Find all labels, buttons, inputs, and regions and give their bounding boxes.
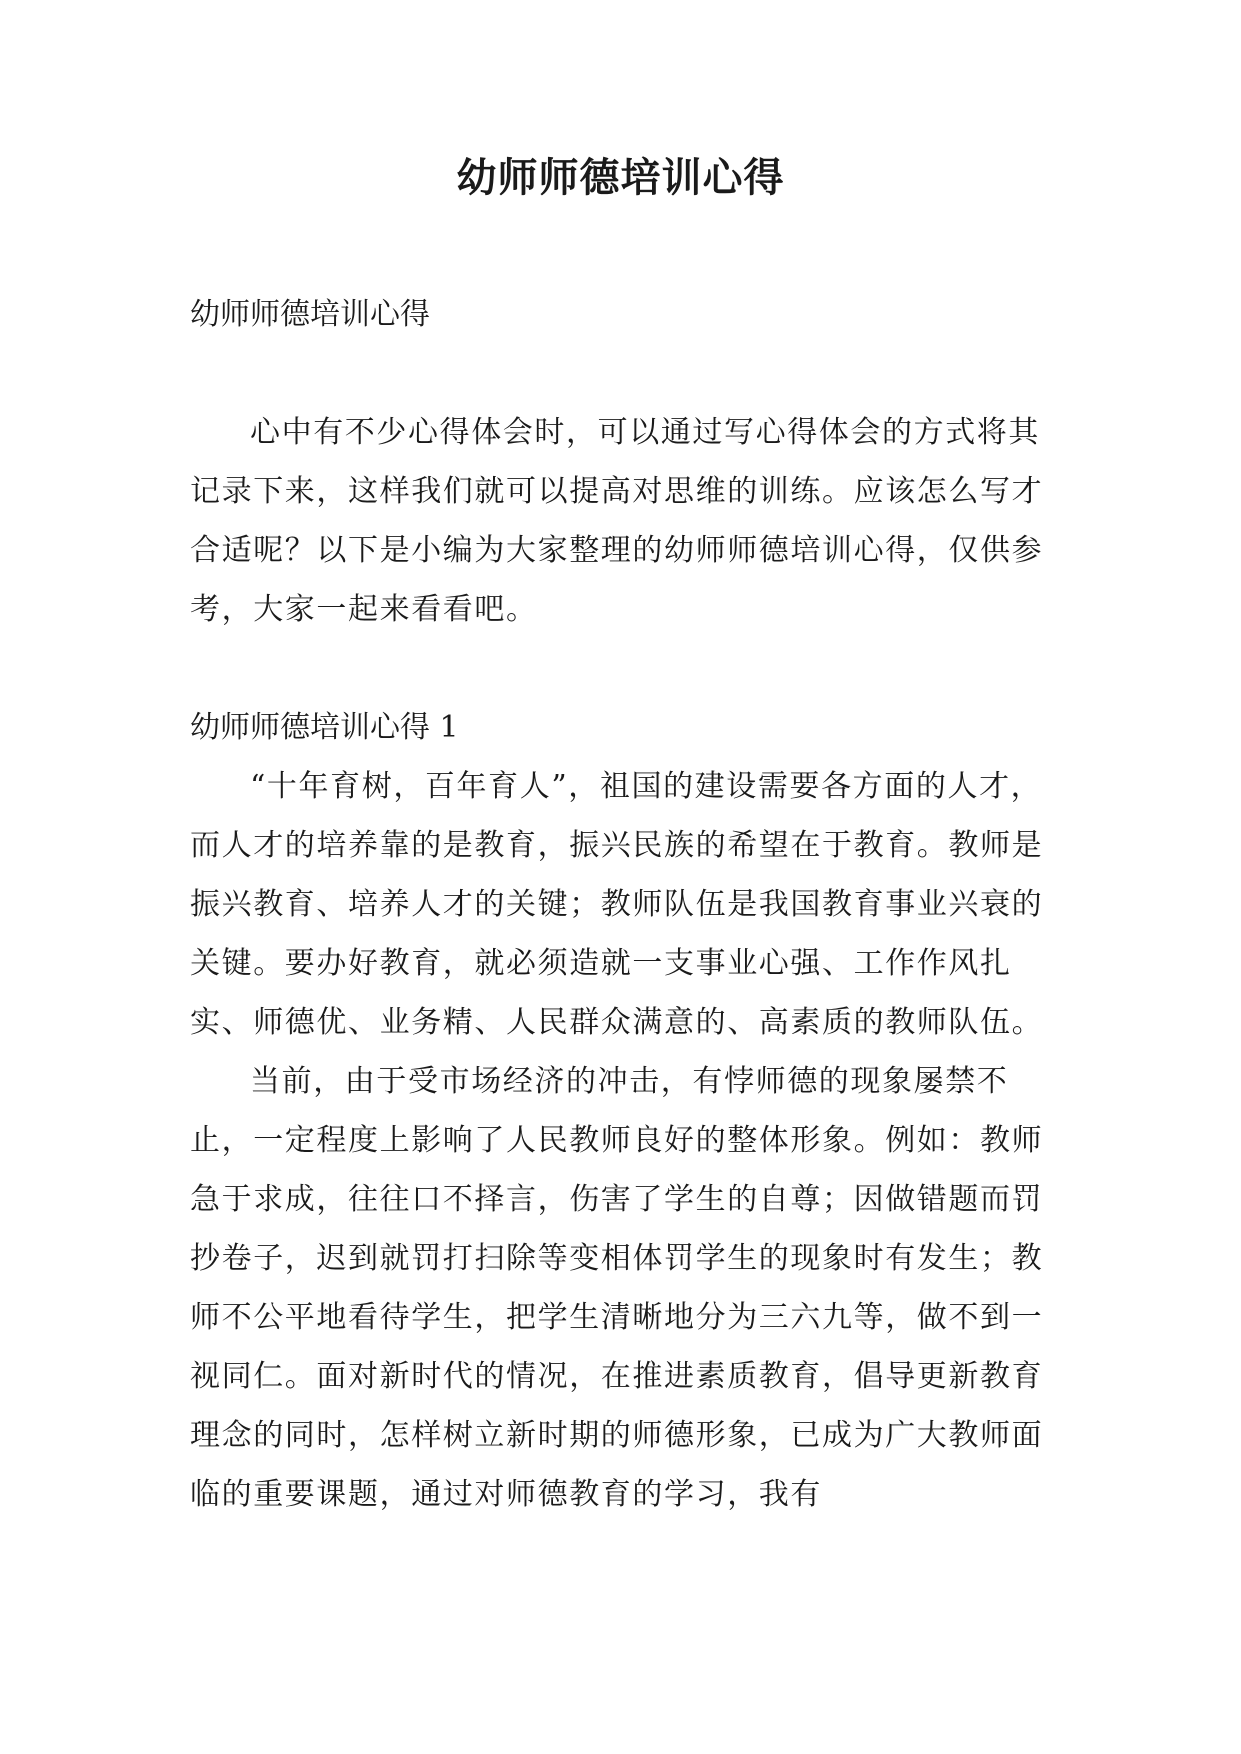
document-title: 幼师师德培训心得	[456, 155, 785, 201]
document-body	[190, 285, 1050, 1524]
body-paragraph-2: 当前，由于受市场经济的冲击，有悖师德的现象屡禁不止，一定程度上影响了人民教师良好的整体形象。例如：教师急于求成，往往口不择言，伤害了学生的自尊；因做错题而罚抄卷子，迟到就罚打扫除等变相体罚学生的现象时有发生；教师不公平地看待学生，把学生清晰地分为三六九等，做不到一视同仁。面对新时代的情况，在推进素质教育，倡导更新教育理念的同时，怎样树立新时期的师德形象，已成为广大教师面临的重要课题，通过对师德教育的学习，我有	[190, 1064, 1044, 1512]
document-subtitle: 幼师师德培训心得	[190, 297, 430, 332]
intro-paragraph: 心中有不少心得体会时，可以通过写心得体会的方式将其记录下来，这样我们就可以提高对思维的训练。应该怎么写才合适呢？以下是小编为大家整理的幼师师德培训心得，仅供参考，大家一起来看看吧。	[190, 415, 1044, 627]
section-heading: 幼师师德培训心得 1	[190, 710, 459, 745]
body-paragraph-1: “十年育树，百年育人”，祖国的建设需要各方面的人才，而人才的培养靠的是教育，振兴民族的希望在于教育。教师是振兴教育、培养人才的关键；教师队伍是我国教育事业兴衰的关键。要办好教育，就必须造就一支事业心强、工作作风扎实、师德优、业务精、人民群众满意的、高素质的教师队伍。	[190, 769, 1044, 1040]
